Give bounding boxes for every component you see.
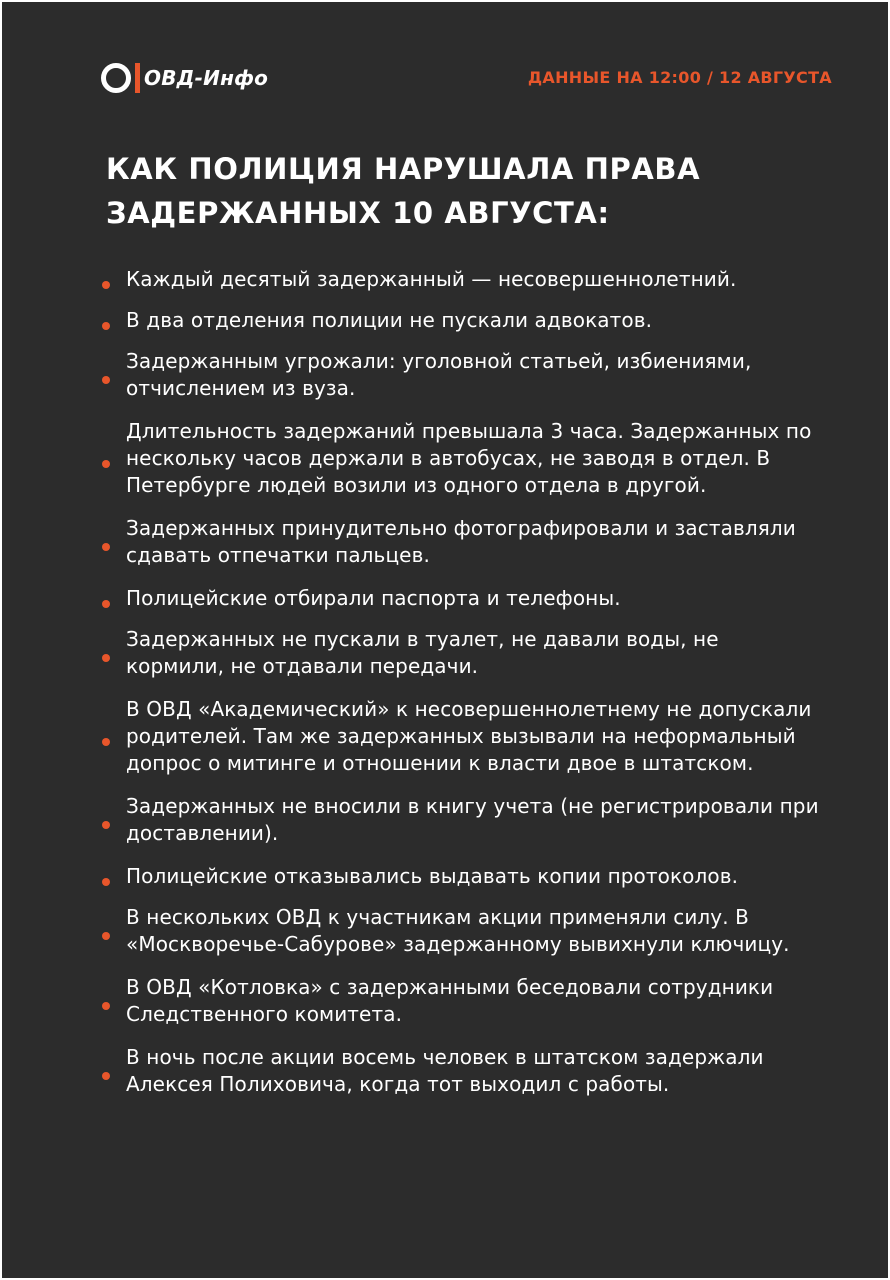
title-line-2: ЗАДЕРЖАННЫХ 10 АВГУСТА:	[106, 196, 610, 230]
violations-list	[102, 266, 822, 1098]
bullet-icon	[102, 460, 110, 468]
bullet-icon	[102, 821, 110, 829]
bullet-icon	[102, 322, 110, 330]
logo-text: ОВД-Инфо	[144, 66, 269, 90]
bullet-icon	[102, 738, 110, 746]
logo-ring-icon	[101, 63, 131, 93]
list-item	[102, 696, 822, 777]
list-item-text: В ОВД «Котловка» с задержанными беседовали сотрудники Следственного комитета.	[126, 975, 774, 1026]
list-item	[102, 1044, 822, 1098]
list-item	[102, 863, 822, 890]
header	[2, 2, 888, 152]
list-item-text: Задержанных не вносили в книгу учета (не регистрировали при доставлении).	[126, 794, 819, 845]
list-item	[102, 585, 822, 612]
ovd-info-logo	[101, 60, 268, 96]
list-item	[102, 904, 822, 958]
bullet-icon	[102, 654, 110, 662]
logo-bar-icon	[135, 63, 140, 93]
list-item-text: В два отделения полиции не пускали адвокатов.	[126, 308, 653, 332]
bullet-icon	[102, 1002, 110, 1010]
list-item	[102, 515, 822, 569]
page-title	[106, 147, 826, 235]
infographic-card	[2, 2, 888, 1278]
list-item	[102, 974, 822, 1028]
bullet-icon	[102, 1072, 110, 1080]
list-item-text: В нескольких ОВД к участникам акции применяли силу. В «Москворечье-Сабурове» задержанному вывихнули ключицу.	[126, 905, 790, 956]
list-item-text: Каждый десятый задержанный — несовершеннолетний.	[126, 267, 737, 291]
list-item	[102, 348, 822, 402]
list-item-text: В ОВД «Академический» к несовершеннолетнему не допускали родителей. Там же задержанных вызывали на неформальный допрос о митинге и отношении к власти двое в штатском.	[126, 697, 812, 775]
list-item-text: Полицейские отказывались выдавать копии протоколов.	[126, 864, 739, 888]
list-item-text: Задержанным угрожали: уголовной статьей, избиениями, отчислением из вуза.	[126, 349, 752, 400]
list-item	[102, 418, 822, 499]
list-item	[102, 307, 822, 334]
list-item	[102, 793, 822, 847]
list-item-text: Полицейские отбирали паспорта и телефоны.	[126, 586, 621, 610]
list-item	[102, 626, 822, 680]
bullet-icon	[102, 878, 110, 886]
bullet-icon	[102, 281, 110, 289]
list-item-text: Задержанных не пускали в туалет, не давали воды, не кормили, не отдавали передачи.	[126, 627, 719, 678]
list-item-text: В ночь после акции восемь человек в штатском задержали Алексея Полиховича, когда тот выходил с работы.	[126, 1045, 764, 1096]
title-line-1: КАК ПОЛИЦИЯ НАРУШАЛА ПРАВА	[106, 152, 701, 186]
date-label: ДАННЫЕ НА 12:00 / 12 АВГУСТА	[527, 68, 832, 87]
bullet-icon	[102, 932, 110, 940]
bullet-icon	[102, 543, 110, 551]
bullet-icon	[102, 600, 110, 608]
list-item	[102, 266, 822, 293]
list-item-text: Задержанных принудительно фотографировали и заставляли сдавать отпечатки пальцев.	[126, 516, 796, 567]
bullet-icon	[102, 376, 110, 384]
list-item-text: Длительность задержаний превышала 3 часа. Задержанных по нескольку часов держали в автобусах, не заводя в отдел. В Петербурге людей возили из одного отдела в другой.	[126, 419, 812, 497]
